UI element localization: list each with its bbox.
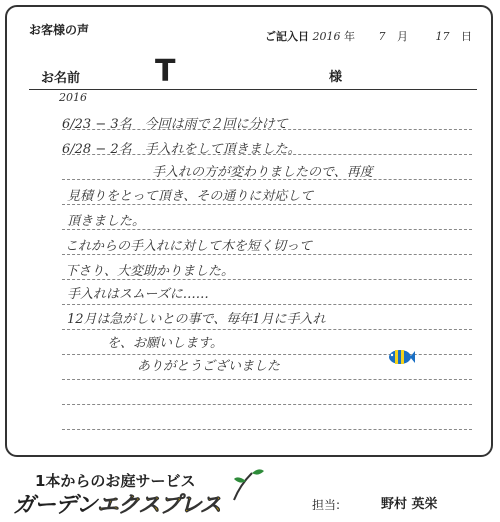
handwriting-line: 手入れはスムーズに…… <box>67 287 209 302</box>
date-year-unit: 年 <box>344 30 355 43</box>
handwriting-line: これからの手入れに対して木を短く切って <box>65 239 313 254</box>
rule-line <box>62 329 472 330</box>
entry-date <box>265 28 472 44</box>
company-logo <box>13 488 221 519</box>
handwriting-line: 手入れの方が変わりましたので、再度 <box>152 165 373 180</box>
handwriting-line: 6/23 − 3名 今回は雨で２回に分けて <box>62 117 288 132</box>
handwriting-line: 2016 <box>59 91 87 104</box>
fish-icon <box>387 348 415 366</box>
name-label: お名前 <box>41 71 81 86</box>
feedback-card <box>5 5 493 457</box>
date-day: 17 <box>435 30 450 43</box>
date-day-unit: 日 <box>461 30 472 43</box>
rule-line <box>62 204 472 205</box>
date-month-unit: 月 <box>397 30 408 43</box>
handwriting-line: 見積りをとって頂き、その通りに対応して <box>67 189 314 204</box>
date-year: 2016 <box>312 30 341 43</box>
name-underline <box>29 89 477 90</box>
footer-subtitle: 1本からのお庭サービス <box>35 472 196 490</box>
handwriting-line: 12月は急がしいとの事で、毎年1月に手入れ <box>67 312 326 327</box>
sprout-icon <box>226 467 266 501</box>
name-suffix: 様 <box>329 70 343 85</box>
logo-accent-text: エクスプレス <box>96 493 221 518</box>
logo-main-text: ガーデン <box>13 493 97 518</box>
rule-line <box>62 279 472 280</box>
rule-line <box>62 404 472 405</box>
rule-line <box>62 254 472 255</box>
customer-name: T <box>155 54 176 89</box>
handwriting-line: 6/28 − 2名 手入れをして頂きました。 <box>62 142 301 157</box>
form-title: お客様の声 <box>29 23 90 37</box>
staff-name: 野村 英栄 <box>381 497 438 512</box>
rule-line <box>62 304 472 305</box>
handwriting-line: 頂きました。 <box>67 214 146 229</box>
handwriting-line: 下さり、大変助かりました。 <box>65 264 235 279</box>
rule-line <box>62 429 472 430</box>
handwriting-line: を、お願いします。 <box>107 336 223 351</box>
date-month: 7 <box>378 30 386 43</box>
handwriting-line: ありがとうございました <box>137 359 281 374</box>
staff-label: 担当: <box>312 498 341 512</box>
date-label: ご記入日 <box>265 30 309 43</box>
rule-line <box>62 379 472 380</box>
rule-line <box>62 229 472 230</box>
